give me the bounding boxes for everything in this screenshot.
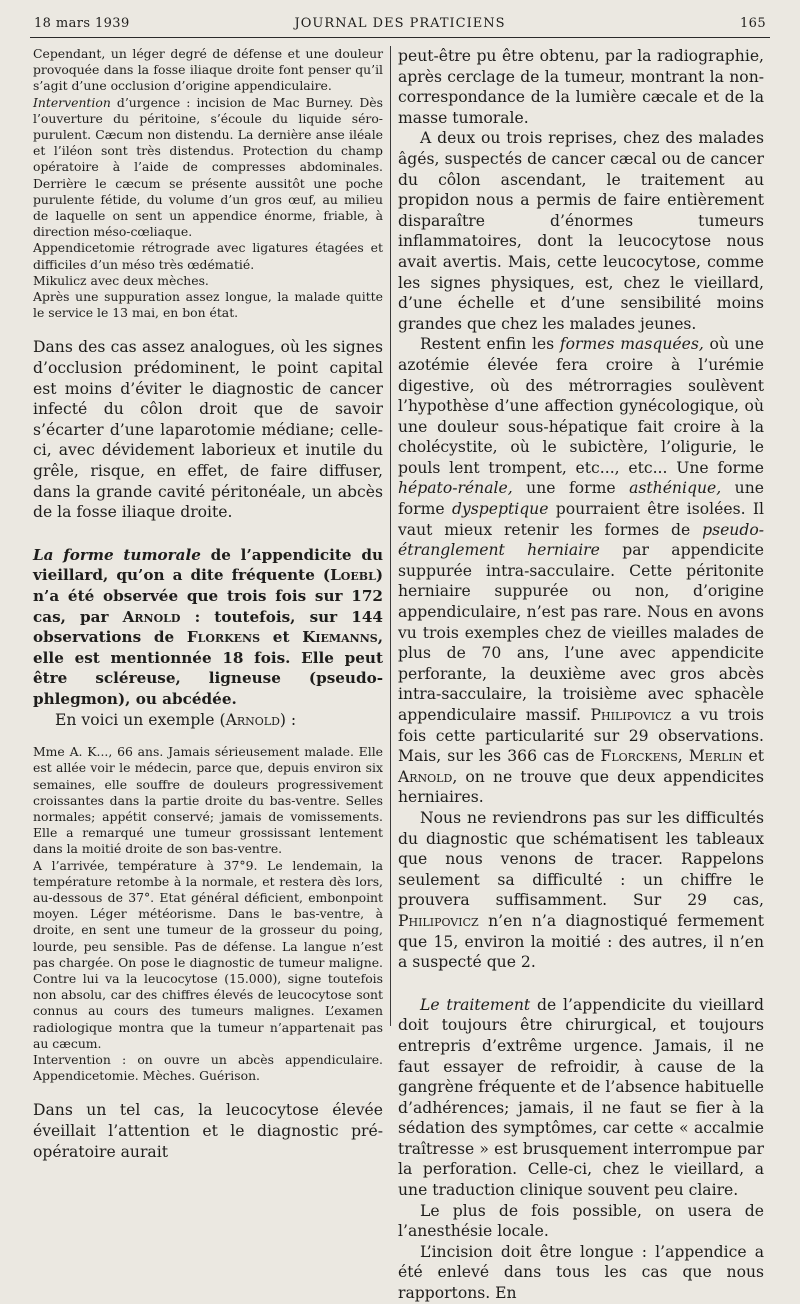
anesthesie-paragraph: Le plus de fois possible, on usera de l’anesthésie locale. (398, 1201, 764, 1241)
incision-paragraph: L’incision doit être longue : l’appendice a été enlevé dans tous les cas que nous rapportons. En (398, 1242, 764, 1303)
left-column (33, 46, 383, 1162)
case1-intervention-label: Intervention (33, 94, 111, 110)
tumorale-paragraph (33, 545, 383, 710)
occlusion-paragraph: Dans des cas assez analogues, où les signes d’occlusion prédominent, le point capital est moins d’éviter le diagnostic de cancer infecté du côlon droit que de savoir s’écarter d’une laparotomie médiane; celle-ci, avec dévidement laborieux et inutile du grêle, risque, en effet, de faire diffuser, dans la grande cavité péritonéale, un abcès de la fosse iliaque droite. (33, 338, 383, 522)
masquees-text-4: une forme (398, 479, 764, 519)
right-paragraph-1: peut-être pu être obtenu, par la radiographie, après cerclage de la tumeur, montrant la non-correspondance de la lumière cæcale et de la masse tumorale. (398, 47, 764, 127)
column-divider (390, 46, 391, 1026)
case2-paragraph-1: Mme A. K..., 66 ans. Jamais sérieusement malade. Elle est allée voir le médecin, parce que, depuis environ six semaines, elle souffre de douleurs progressivement croissantes dans la partie droite du bas-ventre. Selles normales; appétit conservé; jamais de vomissements. Elle a remarqué une tumeur grossissant lentement dans la moitié droite de son bas-ventre. (33, 744, 383, 857)
masquees-text-8: , (677, 747, 689, 766)
case1-paragraph-2 (33, 95, 383, 241)
right-column (398, 46, 764, 1304)
masquees-emphasis-1: formes masquées, (559, 335, 704, 354)
masquees-emphasis-3: asthénique, (629, 479, 722, 498)
author-philipovicz: Philipovicz (590, 706, 672, 724)
masquees-text-5: pourraient être isolées. Il vaut mieux retenir les formes de (398, 500, 764, 539)
tumorale-text-5: , elle est mentionnée 18 fois. Elle peut être scléreuse, ligneuse (pseudo-phlegmon), ou abcédée. (33, 628, 383, 708)
formes-masquees-paragraph (398, 334, 764, 808)
masquees-text-10: , on ne trouve que deux appendicites herniaires. (398, 767, 764, 807)
tumorale-text-2: ) n’a été observée que trois fois sur 172 cas, par (33, 566, 383, 626)
author-florkens: Florkens (186, 628, 261, 647)
difficultes-text-2: n’en n’a diagnostiqué fermement que 15, environ la moitié : des autres, il n’en a suspecté que 2. (398, 911, 764, 972)
masquees-text-3: une forme (512, 479, 630, 498)
masquees-emphasis-4: dyspeptique (451, 500, 549, 519)
final-paragraph: Dans un tel cas, la leucocytose élevée éveillait l’attention et le diagnostic pré-opératoire aurait (33, 1101, 383, 1161)
tumorale-text-1: de l’appendicite du vieillard, qu’on a dite fréquente ( (33, 545, 383, 585)
author-arnold-right: Arnold (398, 767, 453, 786)
author-philipovicz-2: Philipovicz (398, 911, 479, 930)
difficultes-text-1: Nous ne reviendrons pas sur les difficultés du diagnostic que schématisent les tableaux que nous venons de tracer. Rappelons seulement sa difficulté : un chiffre le prouvera suffisamment. Sur 29 cas, (398, 808, 764, 910)
author-florckens: Florckens (600, 747, 678, 766)
case2-paragraph-2: A l’arrivée, température à 37°9. Le lendemain, la température retombe à la normale, et restera dès lors, au-dessous de 37°. Etat général déficient, embonpoint moyen. Léger météorisme. Dans le bas-ventre, à droite, en sent une tumeur de la grosseur du poing, lourde, peu sensible. Pas de défense. La langue n’est pas chargée. On pose le diagnostic de tumeur maligne. Contre lui va la leucocytose (15.000), signe toutefois non absolu, car des chiffres élevés de leucocytose sont connus au cours des tumeurs malignes. L’examen radiologique montra que la tumeur n’appartenait pas au cæcum. (33, 857, 383, 1051)
masquees-emphasis-5: pseudo-étranglement herniaire (398, 520, 764, 560)
case2-paragraph-3: Intervention : on ouvre un abcès appendiculaire. Appendicetomie. Mèches. Guérison. (33, 1052, 383, 1084)
tumorale-text-4: et (260, 628, 303, 647)
exemple-author-arnold: Arnold (225, 710, 280, 729)
page-header (34, 16, 766, 36)
author-merlin: Merlin (688, 747, 743, 766)
exemple-line (33, 710, 383, 731)
masquees-text-1: Restent enfin les (420, 335, 560, 354)
case1-paragraph-1: Cependant, un léger degré de défense et une douleur provoquée dans la fosse iliaque droite font penser qu’il s’agit d’une occlusion d’origine appendiculaire. (33, 46, 383, 94)
masquees-text-9: et (742, 747, 764, 766)
author-arnold: Arnold (122, 607, 181, 626)
case1-paragraph-3: Appendicetomie rétrograde avec ligatures étagées et difficiles d’un méso très œdématié. (33, 240, 383, 272)
traitement-paragraph (398, 995, 764, 1201)
header-rule (30, 37, 770, 38)
right-paragraph-2: A deux ou trois reprises, chez des malades âgés, suspectés de cancer cæcal ou de cancer du côlon ascendant, le traitement au propidon nous a permis de faire entièrement disparaître d’énormes tumeurs inflammatoires, dont la leucocytose nous avait avertis. Mais, cette leucocytose, comme les signes physiques, est, chez le vieillard, d’une échelle et d’une sensibilité moins grandes que chez les malades jeunes. (398, 129, 764, 333)
header-page-number: 165 (739, 16, 766, 31)
traitement-emphasis: Le traitement (420, 995, 531, 1014)
case1-intervention-text: d’urgence : incision de Mac Burney. Dès l’ouverture du péritoine, s’écoule du liquide séro-purulent. Cæcum non distendu. La dernière anse iléale et l’iléon sont très distendus. Protection du champ opératoire à l’aide de compresses abdominales. Derrière le cæcum se présente aussitôt une poche purulente fétide, du volume d’un gros œuf, au milieu de laquelle on sent un appendice énorme, friable, à direction méso-cœliaque. (33, 94, 383, 240)
masquees-text-6: par appendicite suppurée intra-sacculaire. Cette péritonite herniaire suppurée ou non, d’origine appendiculaire, n’est pas rare. Nous en avons vu trois exemples chez de vieilles malades de plus de 70 ans, l’une avec appendicite perforante, la deuxième avec gros abcès intra-sacculaire, la troisième avec sphacèle appendiculaire massif. (398, 541, 764, 724)
masquees-text-7: a vu trois fois cette particularité sur 29 observations. Mais, sur les 366 cas de (398, 706, 764, 766)
case1-paragraph-4: Mikulicz avec deux mèches. (33, 272, 209, 288)
tumorale-text-3: : toutefois, sur 144 observations de (33, 607, 383, 647)
exemple-text-2: ) : (279, 710, 297, 729)
traitement-text: de l’appendicite du vieillard doit toujours être chirurgical, et toujours entrepris d’extrême urgence. Jamais, il ne faut essayer de refroidir, à cause de la gangrène fréquente et de l’absence habituelle d’adhérences; jamais, il ne faut se fier à la sédation des symptômes, car cette « accalmie traîtresse » est brusquement interrompue par la perforation. Celle-ci, chez le vieillard, a une traduction clinique souvent peu claire. (398, 995, 764, 1200)
author-loebl: Loebl (330, 566, 376, 585)
case1-paragraph-5: Après une suppuration assez longue, la malade quitte le service le 13 mai, en bon état. (33, 289, 383, 321)
exemple-text-1: En voici un exemple ( (55, 710, 226, 729)
author-kiemanns: Kiemanns (302, 628, 378, 647)
masquees-text-2: où une azotémie élevée fera croire à l’urémie digestive, où des métrorragies soulèvent l’hypothèse d’une affection gynécologique, où une douleur sous-hépatique fait croire à la cholécystite, où le subictère, l’oligurie, le pouls lent trompent, etc..., etc... Une forme (398, 335, 764, 477)
masquees-emphasis-2: hépato-rénale, (398, 479, 513, 498)
difficultes-paragraph (398, 808, 764, 973)
header-date: 18 mars 1939 (34, 16, 130, 31)
header-journal-title: JOURNAL DES PRATICIENS (294, 16, 506, 31)
tumorale-emphasis: La forme tumorale (33, 545, 201, 564)
